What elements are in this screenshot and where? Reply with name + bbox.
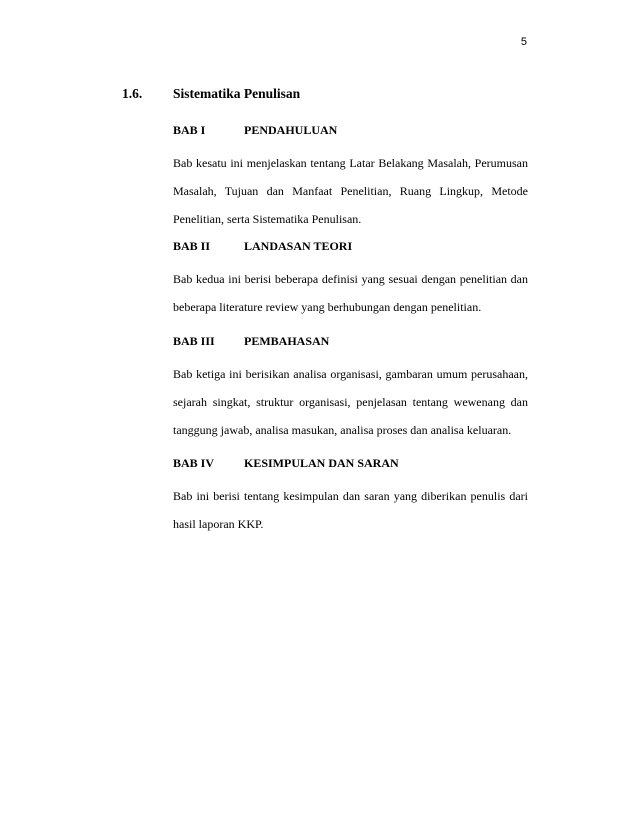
chapter-heading <box>173 454 528 472</box>
chapter-description: Bab kedua ini berisi beberapa definisi yang sesuai dengan penelitian dan beberapa literature review yang berhubungan dengan penelitian. <box>173 272 528 314</box>
chapter-bab-3 <box>173 332 528 444</box>
chapter-label: BAB III <box>173 334 215 348</box>
chapter-heading <box>173 332 528 350</box>
chapter-description: Bab kesatu ini menjelaskan tentang Latar Belakang Masalah, Perumusan Masalah, Tujuan dan Manfaat Penelitian, Ruang Lingkup, Metode Penelitian, serta Sistematika Penulisan. <box>173 156 528 226</box>
chapter-bab-4 <box>173 454 528 538</box>
chapter-label: BAB II <box>173 239 211 253</box>
chapter-label: BAB IV <box>173 456 215 470</box>
chapter-title: PENDAHULUAN <box>244 123 338 137</box>
chapter-title: KESIMPULAN DAN SARAN <box>244 456 399 470</box>
chapter-heading <box>173 121 528 139</box>
chapter-label: BAB I <box>173 123 206 137</box>
page-number: 5 <box>520 36 527 48</box>
chapter-bab-1 <box>173 121 528 233</box>
chapter-heading <box>173 237 528 255</box>
section-title: Sistematika Penulisan <box>173 86 301 101</box>
chapter-description: Bab ini berisi tentang kesimpulan dan saran yang diberikan penulis dari hasil laporan KKP. <box>173 489 528 531</box>
section-heading <box>122 86 300 102</box>
chapter-title: PEMBAHASAN <box>244 334 330 348</box>
chapter-description: Bab ketiga ini berisikan analisa organisasi, gambaran umum perusahaan, sejarah singkat, struktur organisasi, penjelasan tentang wewenang dan tanggung jawab, analisa masukan, analisa proses dan analisa keluaran. <box>173 367 528 437</box>
chapter-bab-2 <box>173 237 528 321</box>
chapter-title: LANDASAN TEORI <box>244 239 353 253</box>
section-number: 1.6. <box>122 86 143 101</box>
